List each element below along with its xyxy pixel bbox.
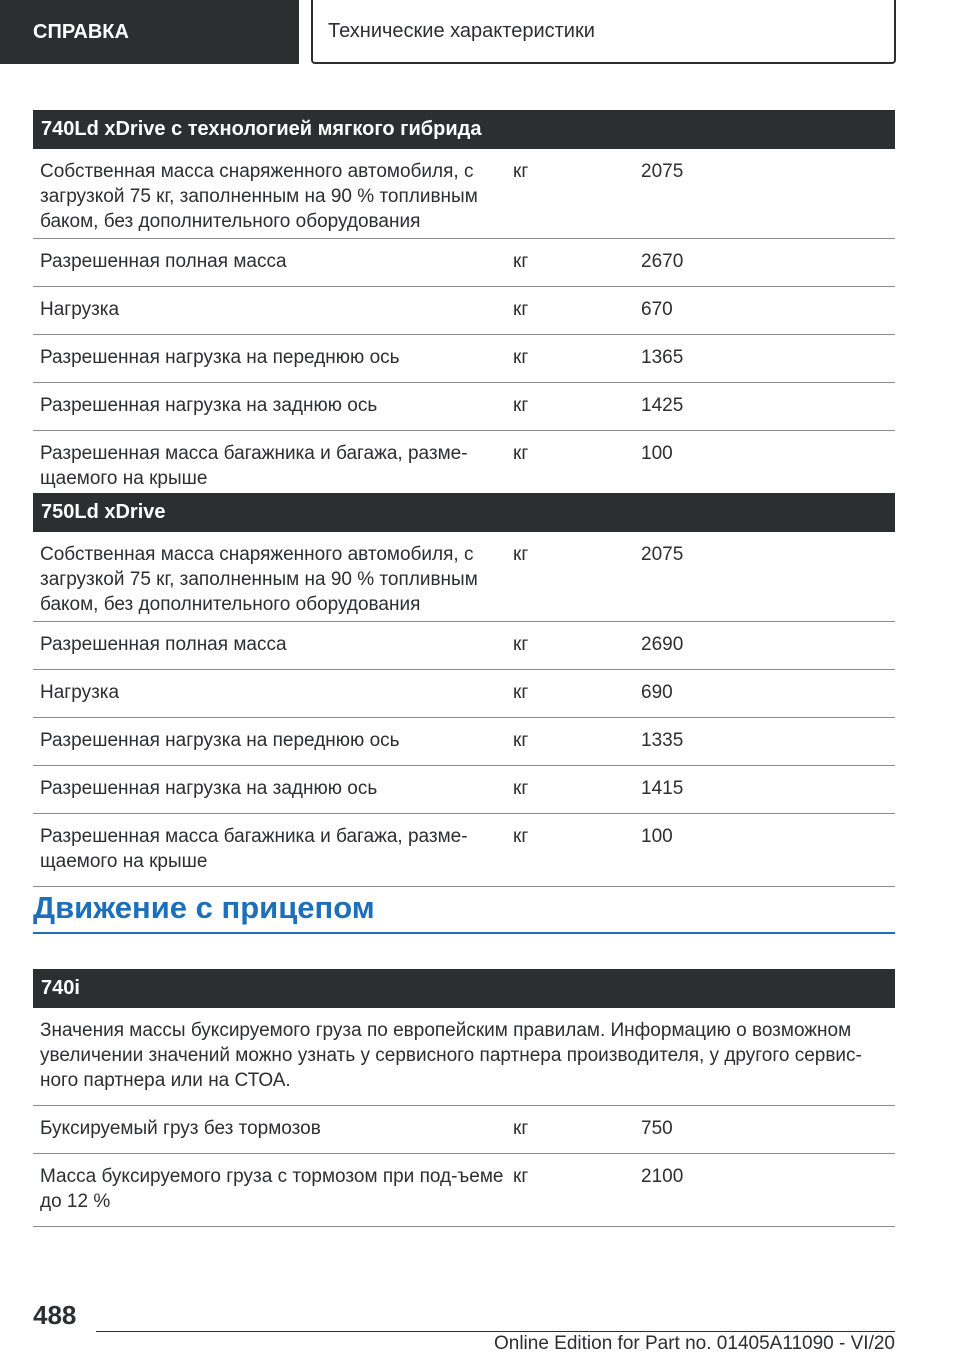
table-title: 740i xyxy=(41,977,80,999)
row-value: 2690 xyxy=(641,634,684,655)
row-label: Разрешенная масса багажника и багажа, разме-щаемого на крыше xyxy=(40,826,468,872)
row-label: Разрешенная нагрузка на заднюю ось xyxy=(40,778,378,799)
row-label: Собственная масса снаряженного автомобиля, с загрузкой 75 кг, заполненным на 90 % топливным баком, без дополнительного оборудования xyxy=(40,161,478,232)
row-value: 1365 xyxy=(641,347,684,368)
table-row xyxy=(33,718,895,766)
row-value: 750 xyxy=(641,1118,673,1139)
row-unit: кг xyxy=(513,1118,529,1139)
row-label: Буксируемый груз без тормозов xyxy=(40,1118,321,1139)
section-heading: Движение с прицепом xyxy=(33,890,895,934)
table-row xyxy=(33,239,895,287)
table-row xyxy=(33,335,895,383)
row-unit: кг xyxy=(513,544,529,565)
row-unit: кг xyxy=(513,395,529,416)
section-label: СПРАВКА xyxy=(33,20,129,43)
row-value: 1425 xyxy=(641,395,684,416)
row-unit: кг xyxy=(513,251,529,272)
table-row xyxy=(33,670,895,718)
page-number: 488 xyxy=(33,1300,77,1330)
row-label: Разрешенная масса багажника и багажа, разме-щаемого на крыше xyxy=(40,443,468,489)
row-value: 100 xyxy=(641,826,673,847)
edition-note: Online Edition for Part no. 01405A11090 - VI/20 xyxy=(493,1333,895,1354)
table-750ld xyxy=(33,493,895,887)
row-value: 690 xyxy=(641,682,673,703)
row-unit: кг xyxy=(513,826,529,847)
row-unit: кг xyxy=(513,347,529,368)
row-value: 2075 xyxy=(641,161,684,182)
row-label: Разрешенная полная масса xyxy=(40,634,287,655)
table-740i-towing xyxy=(33,969,895,1227)
row-label: Разрешенная полная масса xyxy=(40,251,287,272)
chapter-title: Технические характеристики xyxy=(328,19,595,42)
chapter-header xyxy=(311,0,896,64)
row-value: 2670 xyxy=(641,251,684,272)
row-unit: кг xyxy=(513,778,529,799)
row-value: 100 xyxy=(641,443,673,464)
table-row xyxy=(33,1154,895,1227)
row-unit: кг xyxy=(513,161,529,182)
row-label: Собственная масса снаряженного автомобиля, с загрузкой 75 кг, заполненным на 90 % топливным баком, без дополнительного оборудования xyxy=(40,544,478,615)
table-row xyxy=(33,383,895,431)
row-value: 1415 xyxy=(641,778,684,799)
row-unit: кг xyxy=(513,682,529,703)
row-label: Разрешенная нагрузка на переднюю ось xyxy=(40,347,400,368)
row-value: 1335 xyxy=(641,730,684,751)
row-label: Разрешенная нагрузка на заднюю ось xyxy=(40,395,378,416)
table-row xyxy=(33,532,895,622)
row-value: 670 xyxy=(641,299,673,320)
row-unit: кг xyxy=(513,730,529,751)
table-title: 750Ld xDrive xyxy=(41,501,166,523)
row-unit: кг xyxy=(513,1166,529,1187)
row-label: Нагрузка xyxy=(40,682,120,703)
table-row xyxy=(33,149,895,239)
row-label: Масса буксируемого груза с тормозом при под-ъеме до 12 % xyxy=(40,1166,504,1212)
row-value: 2075 xyxy=(641,544,684,565)
row-unit: кг xyxy=(513,443,529,464)
section-tab xyxy=(0,0,299,64)
table-row xyxy=(33,622,895,670)
row-unit: кг xyxy=(513,299,529,320)
table-header xyxy=(33,493,895,532)
table-row xyxy=(33,814,895,887)
table-row xyxy=(33,287,895,335)
footer-divider xyxy=(96,1331,895,1332)
table-header xyxy=(33,110,895,149)
table-row xyxy=(33,766,895,814)
table-row xyxy=(33,1106,895,1154)
row-label: Нагрузка xyxy=(40,299,120,320)
table-note: Значения массы буксируемого груза по европейским правилам. Информацию о возможном увеличении значений можно узнать у сервисного партнера производителя, у другого сервис-ного партнера или на СТОА. xyxy=(33,1008,895,1106)
table-header xyxy=(33,969,895,1008)
row-unit: кг xyxy=(513,634,529,655)
row-label: Разрешенная нагрузка на переднюю ось xyxy=(40,730,400,751)
table-title: 740Ld xDrive с технологией мягкого гибрида xyxy=(41,118,482,140)
table-740ld xyxy=(33,110,895,504)
row-value: 2100 xyxy=(641,1166,684,1187)
